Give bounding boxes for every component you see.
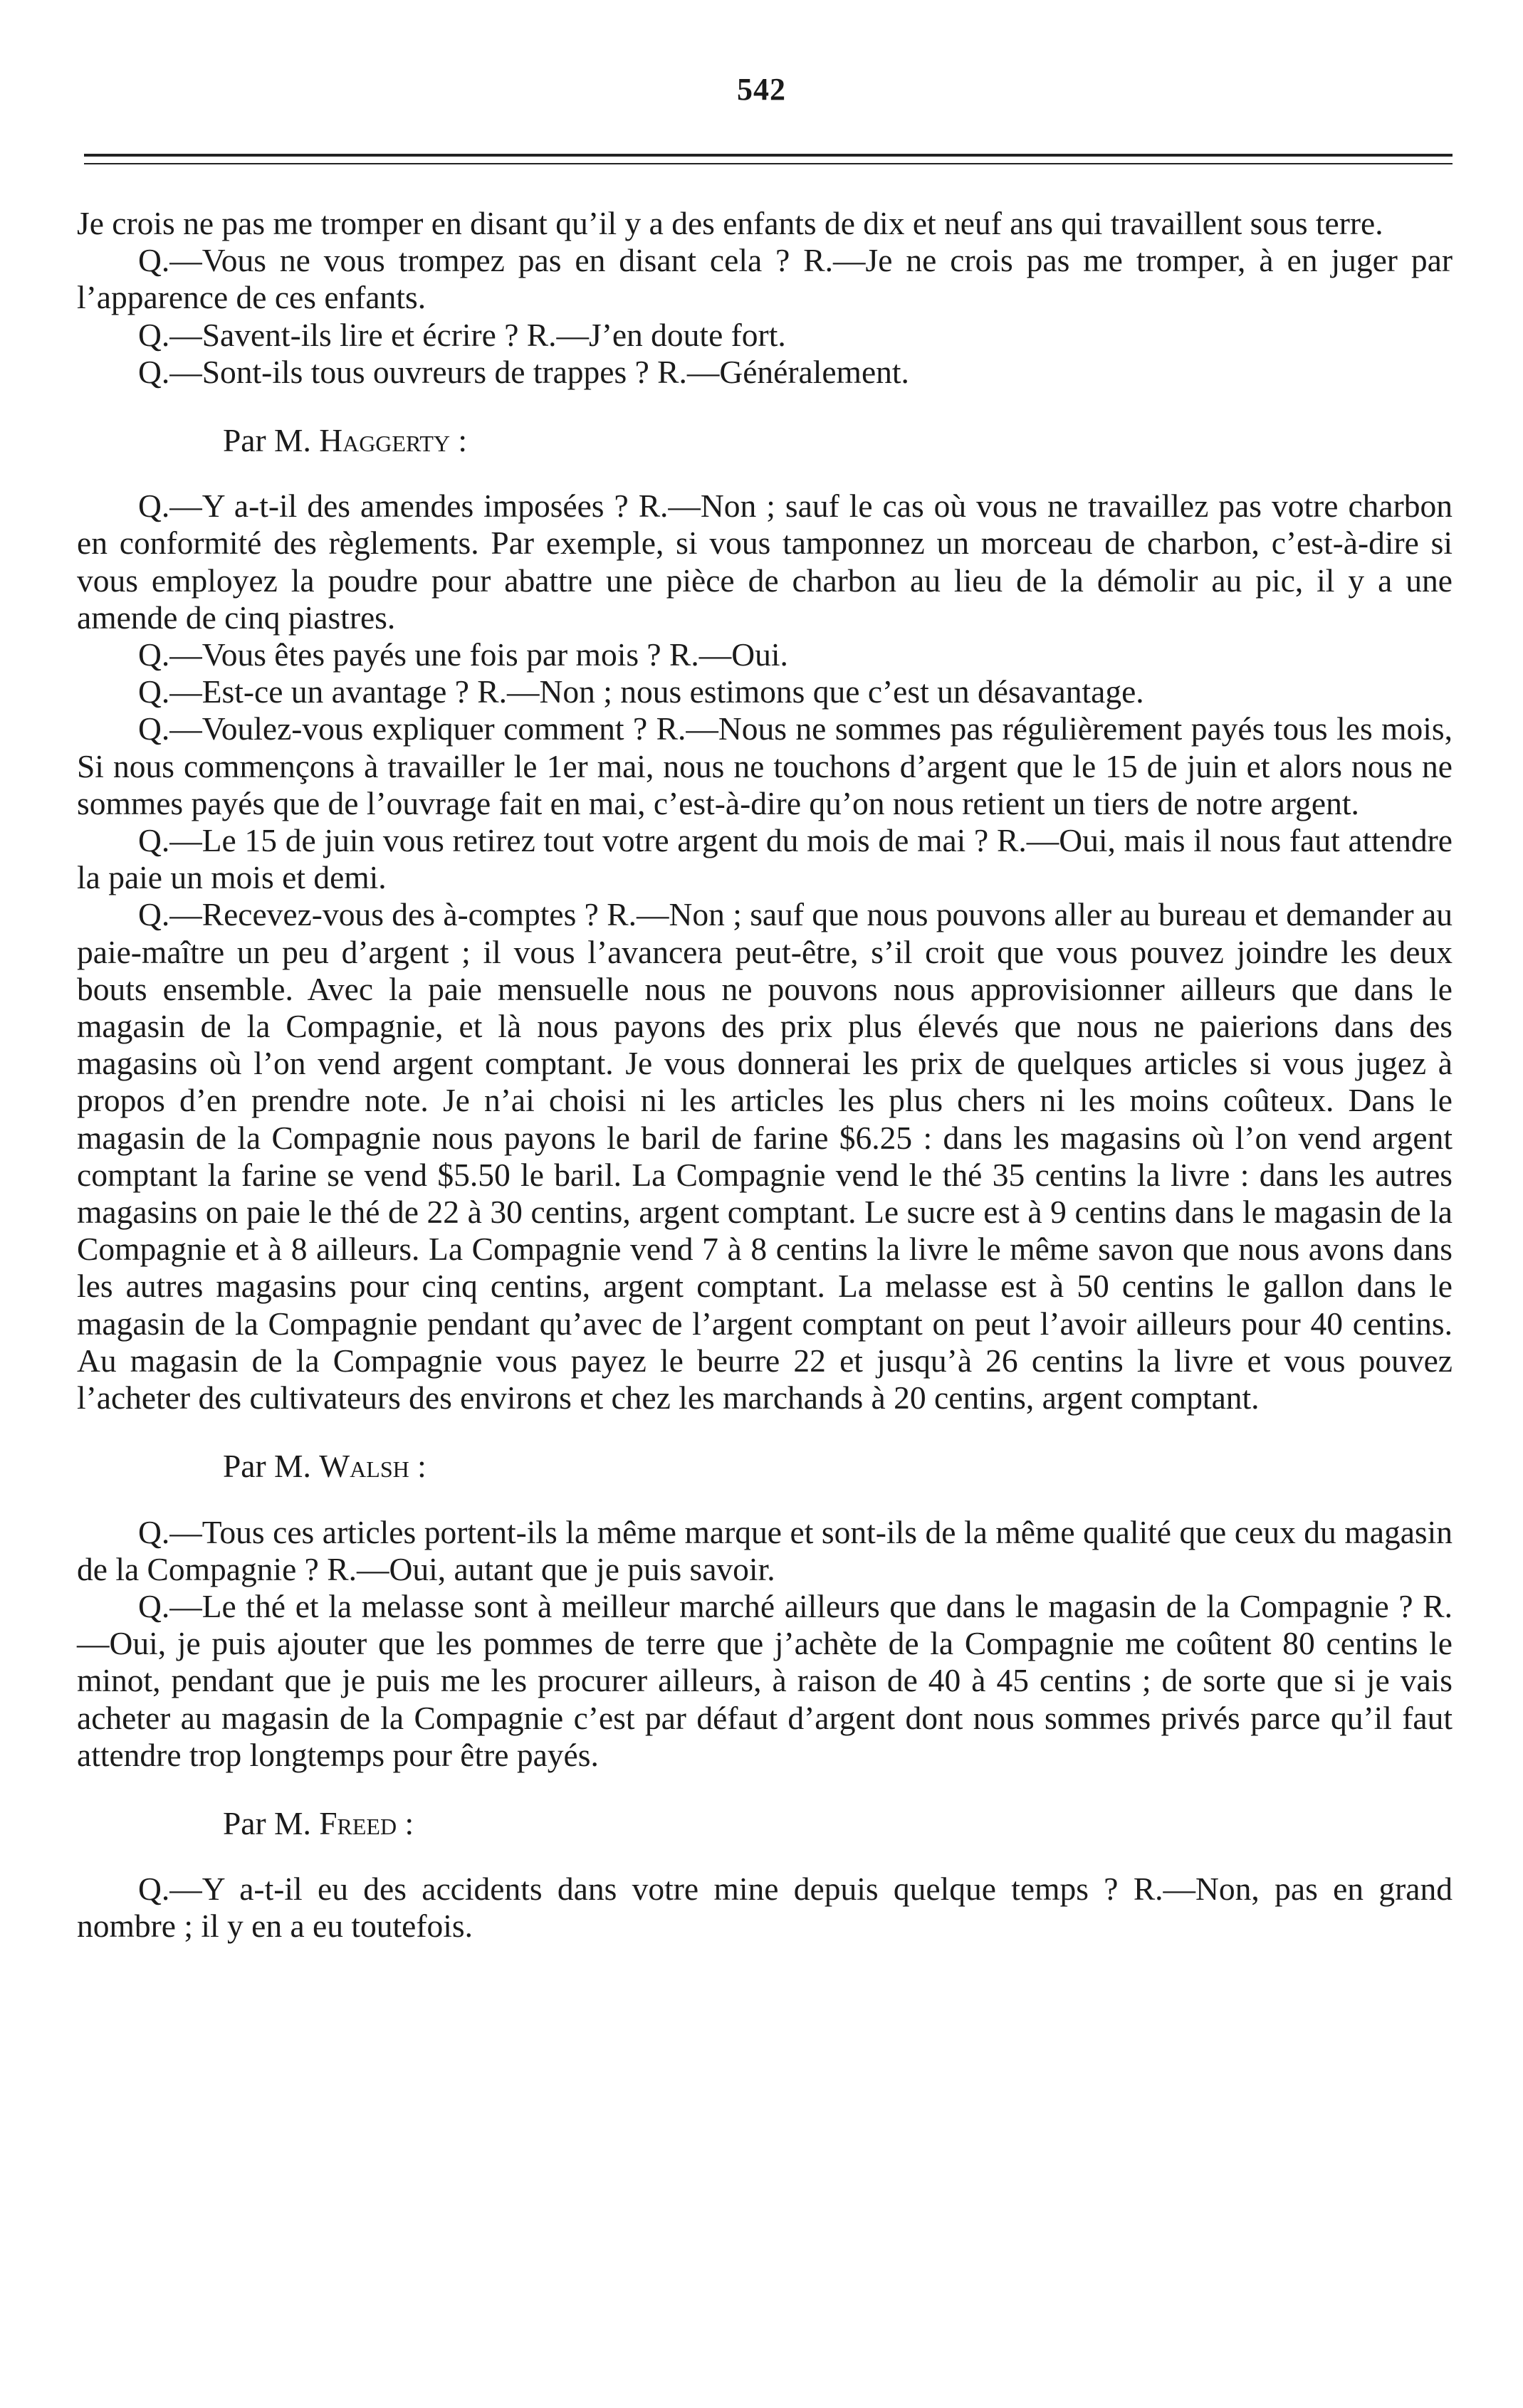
paragraph: Q.—Recevez-vous des à-comptes ? R.—Non ; sauf que nous pouvons aller au bureau et demander au paie-maître un peu d’argent ; il vous l’avancera peut-être, s’il croit que vous pouvez joindre les deux bouts ensemble. Avec la paie mensuelle nous ne pouvons nous approvisionner ailleurs que dans le magasin de la Compagnie, et là nous payons des prix plus élevés que nous ne paierions dans des magasins où l’on vend argent comptant. Je vous donnerai les prix de quelques articles si vous jugez à propos d’en prendre note. Je n’ai choisi ni les articles les plus chers ni les moins coûteux. Dans le magasin de la Compagnie nous payons le baril de farine $6.25 : dans les magasins où l’on vend argent comptant la farine se vend $5.50 le baril. La Compagnie vend le thé 35 centins la livre : dans les autres magasins on paie le thé de 22 à 30 centins, argent comptant. Le sucre est à 9 centins dans le magasin de la Compagnie et à 8 ailleurs. La Compagnie vend 7 à 8 centins la livre le même savon que nous avons dans les autres magasins pour cinq centins, argent comptant. La melasse est à 50 centins le gallon dans le magasin de la Compagnie pendant qu’avec de l’argent comptant on peut l’avoir ailleurs pour 40 centins. Au magasin de la Compagnie vous payez le beurre 22 et jusqu’à 26 centins la livre et vous pouvez l’acheter des cultivateurs des environs et chez les marchands à 20 centins, argent comptant.: [77, 896, 1453, 1416]
header-rule-bottom: [84, 163, 1453, 164]
speaker-name: Haggerty: [319, 422, 451, 459]
speaker-prefix: Par M.: [223, 422, 320, 459]
paragraph: Je crois ne pas me tromper en disant qu’il y a des enfants de dix et neuf ans qui travaillent sous terre.: [77, 205, 1383, 241]
paragraph: Q.—Savent-ils lire et écrire ? R.—J’en doute fort.: [138, 316, 786, 353]
speaker-suffix: :: [409, 1448, 426, 1485]
speaker-prefix: Par M.: [223, 1804, 320, 1841]
paragraph: Q.—Est-ce un avantage ? R.—Non ; nous estimons que c’est un désavantage.: [138, 673, 1144, 710]
paragraph: Q.—Le 15 de juin vous retirez tout votre argent du mois de mai ? R.—Oui, mais il nous faut attendre la paie un mois et demi.: [77, 822, 1453, 896]
speaker-name: Walsh: [319, 1448, 409, 1485]
header-rule-top: [84, 154, 1453, 157]
speaker-name: Freed: [319, 1804, 397, 1841]
body-text: [77, 205, 1453, 1945]
paragraph: Q.—Tous ces articles portent-ils la même marque et sont-ils de la même qualité que ceux du magasin de la Compagnie ? R.—Oui, autant que je puis savoir.: [77, 1513, 1453, 1587]
paragraph: Q.—Y a-t-il des amendes imposées ? R.—Non ; sauf le cas où vous ne travaillez pas votre charbon en conformité des règlements. Par exemple, si vous tamponnez un morceau de charbon, c’est-à-dire si vous employez la poudre pour abattre une pièce de charbon au lieu de la démolir au pic, il y a une amende de cinq piastres.: [77, 488, 1453, 636]
paragraph: Q.—Vous êtes payés une fois par mois ? R.—Oui.: [138, 636, 788, 673]
speaker-heading: [77, 422, 1453, 459]
paragraph: Q.—Voulez-vous expliquer comment ? R.—Nous ne sommes pas régulièrement payés tous les mois, Si nous commençons à travailler le 1er mai, nous ne touchons d’argent que le 15 de juin et alors nous ne sommes payés que de l’ouvrage fait en mai, c’est-à-dire qu’on nous retient un tiers de notre argent.: [77, 710, 1453, 821]
paragraph: Q.—Y a-t-il eu des accidents dans votre mine depuis quelque temps ? R.—Non, pas en grand nombre ; il y en a eu toutefois.: [77, 1871, 1453, 1945]
speaker-suffix: :: [397, 1804, 414, 1841]
speaker-heading: [77, 1448, 1453, 1485]
paragraph: Q.—Sont-ils tous ouvreurs de trappes ? R.—Généralement.: [138, 353, 909, 390]
speaker-heading: [77, 1805, 1453, 1842]
page-number: 542: [737, 72, 786, 107]
paragraph: Q.—Vous ne vous trompez pas en disant cela ? R.—Je ne crois pas me tromper, à en juger par l’apparence de ces enfants.: [77, 242, 1453, 316]
paragraph: Q.—Le thé et la melasse sont à meilleur marché ailleurs que dans le magasin de la Compagnie ? R.—Oui, je puis ajouter que les pommes de terre que j’achète de la Compagnie me coûtent 80 centins le minot, pendant que je puis me les procurer ailleurs, à raison de 40 à 45 centins ; de sorte que si je vais acheter au magasin de la Compagnie c’est par défaut d’argent dont nous sommes privés parce qu’il faut attendre trop longtemps pour être payés.: [77, 1587, 1453, 1773]
speaker-prefix: Par M.: [223, 1448, 320, 1485]
speaker-suffix: :: [450, 422, 468, 459]
